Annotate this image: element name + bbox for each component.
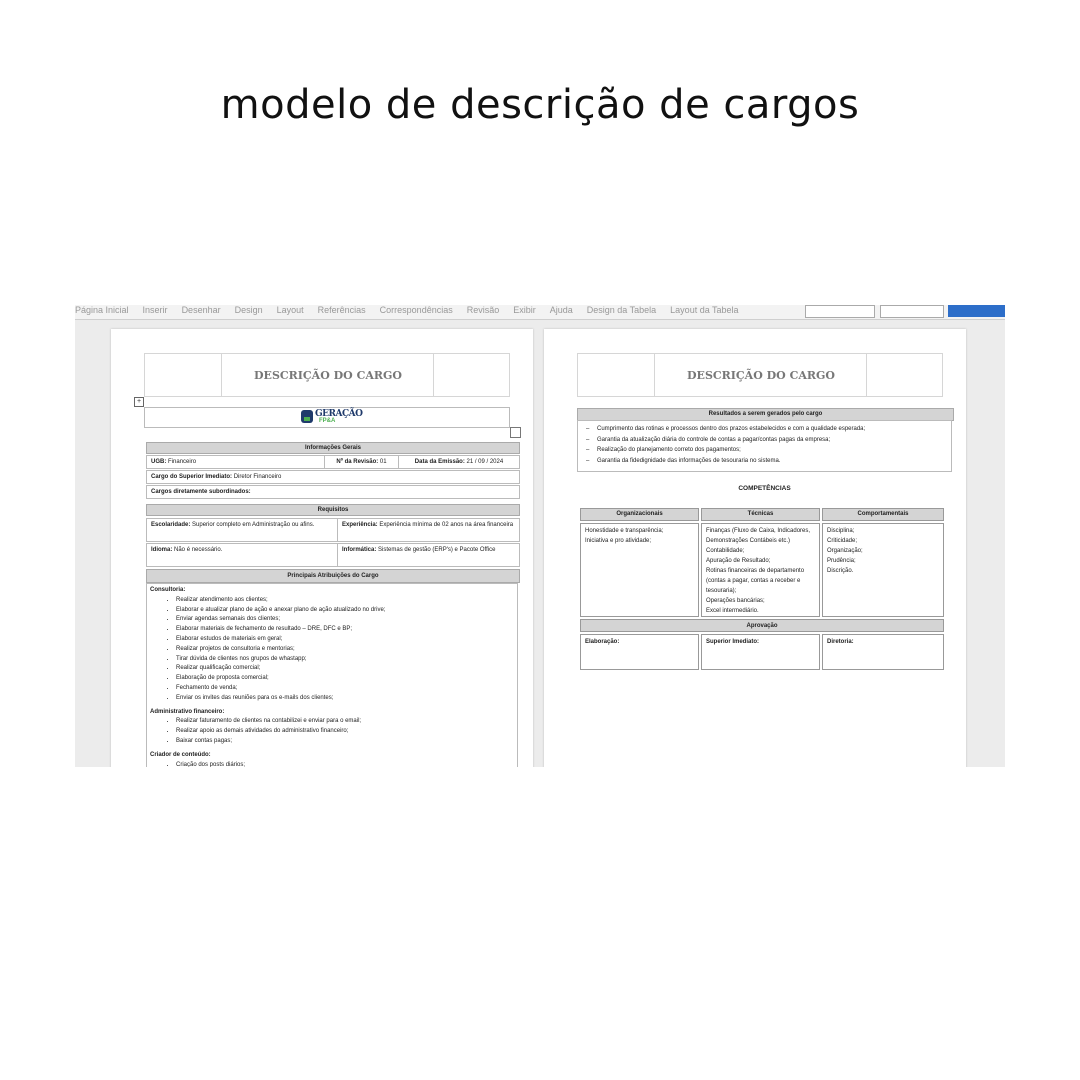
list-item: • Elaborar e atualizar plano de ação e anexar plano de ação atualizado no drive; — [176, 606, 514, 616]
group-title: Consultoria: — [150, 587, 186, 593]
list-item: • Enviar os invites das reuniões para os e-mails dos clientes; — [176, 694, 514, 704]
atribuicoes-body — [146, 583, 518, 767]
atribuicoes-list-conteudo — [150, 761, 514, 767]
document-page-1 — [111, 329, 533, 767]
info-row-2: Cargo do Superior Imediato: Diretor Financeiro — [146, 470, 520, 484]
section-info-gerais: Informações Gerais — [146, 442, 520, 454]
list-item: • Realizar qualificação comercial; — [176, 664, 514, 674]
list-item: – Garantia da fidedignidade das informações de tesouraria no sistema. — [586, 456, 943, 467]
col-organizacionais — [580, 523, 699, 617]
document-page-2 — [544, 329, 966, 767]
list-item: • Realizar atendimento aos clientes; — [176, 596, 514, 606]
section-resultados: Resultados a serem gerados pelo cargo — [577, 408, 954, 421]
list-item: Apuração de Resultado; — [706, 558, 771, 564]
col-tecnicas — [701, 523, 820, 617]
info-row-3: Cargos diretamente subordinados: — [146, 485, 520, 499]
section-aprovacao: Aprovação — [580, 619, 944, 632]
document-screenshot — [75, 305, 1005, 767]
ribbon-tabs: Página Inicial Inserir Desenhar Design Layout Referências Correspondências Revisão Exibir Ajuda Design da Tabela Layout da Tabela — [75, 305, 739, 315]
req-row-2: Idioma: Não é necessário. Informática: Sistemas de gestão (ERP's) e Pacote Office — [146, 543, 520, 567]
company-logo — [144, 407, 510, 428]
doc-header-title: DESCRIÇÃO DO CARGO — [687, 369, 835, 382]
table-move-icon[interactable]: + — [134, 397, 144, 407]
list-item: Criticidade; — [827, 538, 858, 544]
list-item: – Realização do planejamento correto dos pagamentos; — [586, 445, 943, 456]
word-ribbon — [75, 305, 1005, 320]
group-title: Criador de conteúdo: — [150, 751, 211, 758]
doc-header — [144, 353, 510, 397]
req-row-1: Escolaridade: Superior completo em Administração ou afins. Experiência: Experiência mínima de 02 anos na área financeira — [146, 518, 520, 542]
list-item: Finanças (Fluxo de Caixa, Indicadores, Demonstrações Contábeis etc.) — [706, 528, 811, 544]
list-item: • Enviar agendas semanais dos clientes; — [176, 615, 514, 625]
section-atribuicoes: Principais Atribuições do Cargo — [146, 569, 520, 583]
list-item: Excel intermediário. — [706, 608, 759, 614]
aprovacao-cell: Elaboração: — [580, 634, 699, 670]
list-item: Operações bancárias; — [706, 598, 765, 604]
atribuicoes-list-consultoria — [150, 596, 514, 704]
page-title: modelo de descrição de cargos — [220, 82, 860, 128]
logo-subtext: FP&A — [319, 418, 336, 424]
list-item: Honestidade e transparência; — [585, 528, 664, 534]
list-item: • Elaborar estudos de materiais em geral; — [176, 635, 514, 645]
doc-header-title: DESCRIÇÃO DO CARGO — [254, 369, 402, 382]
col-header: Comportamentais — [822, 508, 944, 521]
list-item: • Fechamento de venda; — [176, 684, 514, 694]
ribbon-field[interactable] — [880, 305, 944, 318]
list-item: Discrição. — [827, 568, 854, 574]
list-item: Organização; — [827, 548, 863, 554]
doc-header — [577, 353, 943, 397]
competencias-title: COMPETÊNCIAS — [738, 485, 791, 492]
col-header: Organizacionais — [580, 508, 699, 521]
resultados-list — [577, 420, 952, 472]
list-item: • Baixar contas pagas; — [176, 737, 514, 747]
info-row-1: UGB: Financeiro Nº da Revisão: 01 Data da Emissão: 21 / 09 / 2024 — [146, 455, 520, 469]
section-requisitos: Requisitos — [146, 504, 520, 516]
list-item: Iniciativa e pro atividade; — [585, 538, 652, 544]
list-item: Rotinas financeiras de departamento (contas a pagar, contas a receber e tesouraria); — [706, 568, 805, 594]
list-item: Contabilidade; — [706, 548, 745, 554]
list-item: Disciplina; — [827, 528, 855, 534]
table-resize-icon[interactable] — [510, 427, 521, 438]
list-item: • Tirar dúvida de clientes nos grupos de whastapp; — [176, 655, 514, 665]
list-item: • Realizar projetos de consultoria e mentorias; — [176, 645, 514, 655]
share-button[interactable] — [948, 305, 1005, 317]
aprovacao-cell: Diretoria: — [822, 634, 944, 670]
list-item: • Realizar apoio as demais atividades do administrativo financeiro; — [176, 727, 514, 737]
group-title: Administrativo financeiro: — [150, 708, 225, 715]
logo-mark-icon — [301, 410, 313, 423]
ribbon-field[interactable] — [805, 305, 875, 318]
col-header: Técnicas — [701, 508, 820, 521]
list-item: – Garantia da atualização diária do controle de contas a pagar/contas pagas da empresa; — [586, 435, 943, 446]
list-item: • Realizar faturamento de clientes na contabilizei e enviar para o email; — [176, 717, 514, 727]
aprovacao-cell: Superior Imediato: — [701, 634, 820, 670]
list-item: • Elaborar materiais de fechamento de resultado – DRE, DFC e BP; — [176, 625, 514, 635]
list-item: • Criação dos posts diários; — [176, 761, 514, 767]
atribuicoes-list-adm — [150, 717, 514, 746]
logo-text: GERAÇÃO — [315, 409, 363, 419]
list-item: • Elaboração de proposta comercial; — [176, 674, 514, 684]
list-item: – Cumprimento das rotinas e processos dentro dos prazos estabelecidos e com a qualidade esperada; — [586, 424, 943, 435]
list-item: Prudência; — [827, 558, 856, 564]
col-comportamentais — [822, 523, 944, 617]
